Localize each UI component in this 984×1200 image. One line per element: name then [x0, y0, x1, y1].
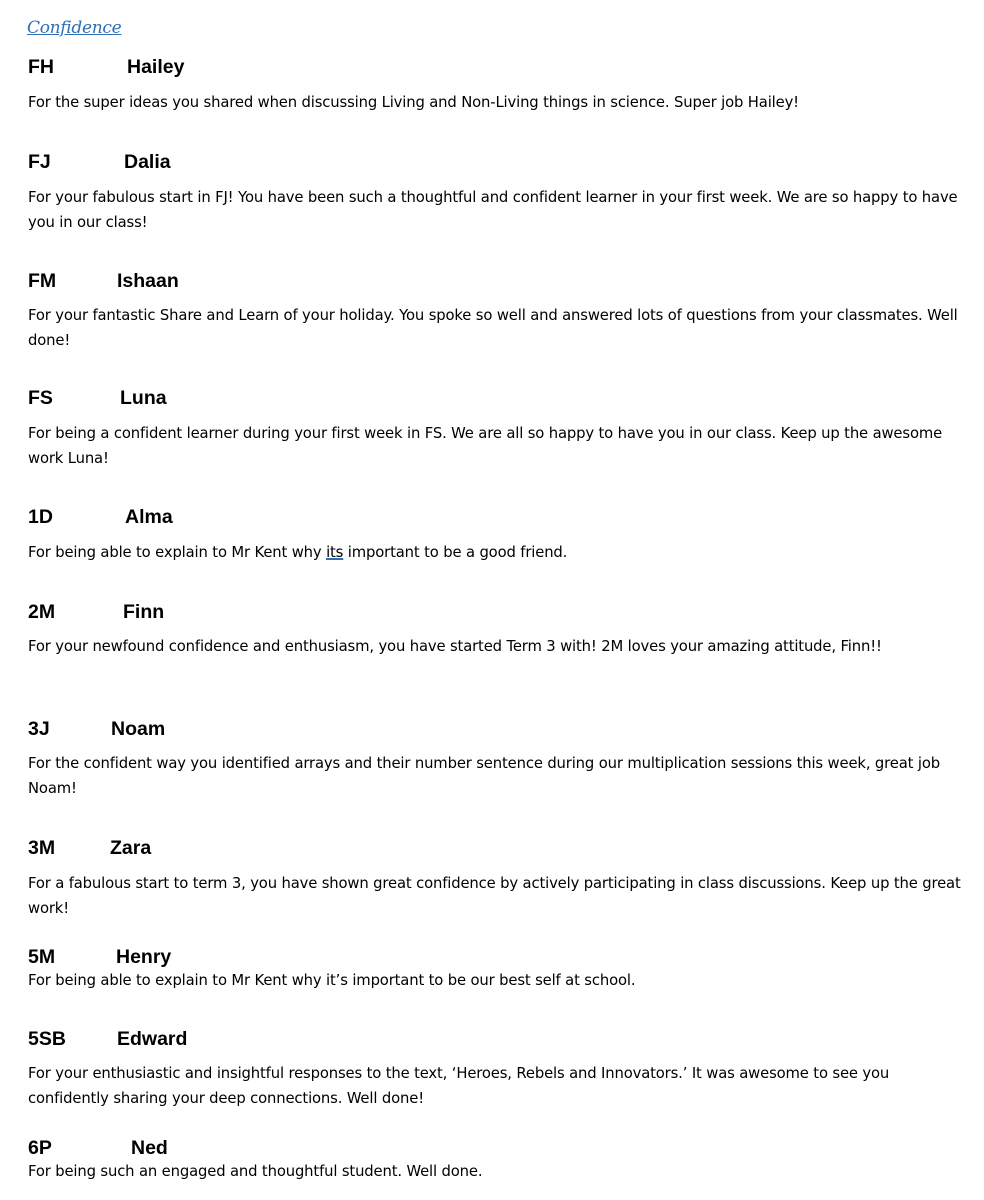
student-name: Henry	[116, 946, 172, 968]
student-name: Dalia	[124, 151, 171, 173]
award-text-part: For being able to explain to Mr Kent why	[28, 544, 327, 561]
award-text: For being able to explain to Mr Kent why it’s important to be our best self at school.	[28, 972, 636, 989]
entry-heading	[28, 270, 968, 296]
entry-heading	[28, 151, 968, 177]
student-name: Hailey	[127, 56, 185, 78]
award-text: For a fabulous start to term 3, you have shown great confidence by actively participating in class discussions. Keep up the great work!	[28, 875, 961, 917]
class-code: FJ	[28, 151, 51, 173]
page-title: Confidence	[27, 18, 122, 38]
class-code: 5SB	[28, 1028, 66, 1050]
student-name: Finn	[123, 601, 165, 623]
award-text: For your newfound confidence and enthusiasm, you have started Term 3 with! 2M loves your amazing attitude, Finn!!	[28, 638, 882, 655]
award-entry	[28, 151, 968, 235]
student-name: Zara	[110, 837, 152, 859]
award-entry	[28, 270, 968, 353]
award-text	[28, 540, 968, 565]
student-name: Noam	[111, 718, 166, 740]
award-entry	[28, 506, 968, 565]
class-code: 5M	[28, 946, 56, 968]
award-entry	[28, 718, 968, 801]
entry-heading	[28, 1137, 968, 1163]
class-code: FS	[28, 387, 53, 409]
student-name: Ishaan	[117, 270, 179, 292]
award-text: For your fantastic Share and Learn of your holiday. You spoke so well and answered lots of questions from your classmates. Well done!	[28, 307, 958, 349]
award-text: For the super ideas you shared when discussing Living and Non-Living things in science. Super job Hailey!	[28, 94, 799, 111]
award-entry	[28, 387, 968, 471]
entry-heading	[28, 718, 968, 744]
entry-heading	[28, 1028, 968, 1054]
class-code: 6P	[28, 1137, 52, 1159]
award-entry	[28, 1028, 968, 1111]
award-text: For being a confident learner during your first week in FS. We are all so happy to have you in our class. Keep up the awesome work Luna!	[28, 425, 943, 467]
award-entry	[28, 56, 968, 115]
award-text-part: important to be a good friend.	[343, 544, 568, 561]
entry-heading	[28, 387, 968, 413]
award-text: For your fabulous start in FJ! You have been such a thoughtful and confident learner in your first week. We are so happy to have you in our class!	[28, 189, 958, 231]
entry-heading	[28, 837, 968, 863]
student-name: Edward	[117, 1028, 188, 1050]
award-entry	[28, 837, 968, 921]
class-code: 1D	[28, 506, 53, 528]
entry-heading	[28, 56, 968, 82]
student-name: Alma	[125, 506, 173, 528]
award-text: For the confident way you identified arrays and their number sentence during our multiplication sessions this week, great job Noam!	[28, 755, 940, 797]
student-name: Luna	[120, 387, 167, 409]
entry-heading	[28, 946, 968, 972]
award-entry	[28, 1137, 968, 1184]
class-code: 3J	[28, 718, 50, 740]
class-code: FM	[28, 270, 57, 292]
award-entry	[28, 601, 968, 659]
entry-heading	[28, 506, 968, 532]
class-code: 2M	[28, 601, 56, 623]
class-code: 3M	[28, 837, 56, 859]
award-entry	[28, 946, 968, 993]
award-text: For your enthusiastic and insightful responses to the text, ‘Heroes, Rebels and Innovators.’ It was awesome to see you confidently sharing your deep connections. Well done!	[28, 1065, 890, 1107]
spellcheck-underlined-word: its	[326, 544, 344, 561]
award-text: For being such an engaged and thoughtful student. Well done.	[28, 1163, 483, 1180]
student-name: Ned	[131, 1137, 168, 1159]
class-code: FH	[28, 56, 54, 78]
entry-heading	[28, 601, 968, 627]
